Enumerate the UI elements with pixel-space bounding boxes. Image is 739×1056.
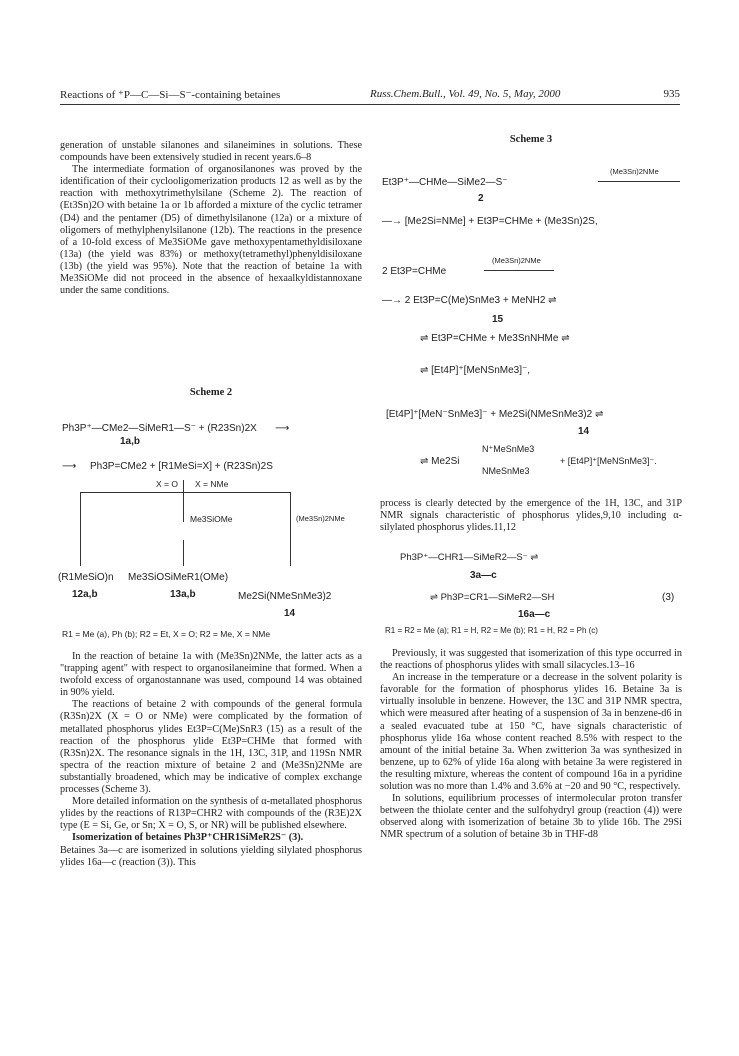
paragraph: Betaines 3a—c are isomerized in solutions yielding silylated phosphorus ylides 16a—c (reaction (3)). This: [60, 844, 362, 868]
reaction3-line: Ph3P⁺—CHR1—SiMeR2—S⁻ ⇌: [400, 552, 539, 563]
paragraph: In the reaction of betaine 1a with (Me3Sn)2NMe, the latter acts as a "trapping agent" with respect to organosilaneimine that formed. When a twofold excess of organostannane was used, compound 14 was obtained in 90% yield.: [60, 651, 362, 699]
scheme2-product: Me3SiOSiMeR1(OMe): [128, 572, 229, 583]
reaction3-label: 16a—c: [518, 609, 551, 620]
scheme2-product: (R1MeSiO)n: [58, 572, 114, 583]
scheme3-line: ⇌ [Et4P]⁺[MeNSnMe3]⁻,: [420, 365, 531, 376]
scheme3-line: —→ [Me2Si=NMe] + Et3P=CHMe + (Me3Sn)2S,: [382, 216, 598, 227]
scheme2-reagent: Me3SiOMe: [190, 514, 233, 524]
scheme2-title: Scheme 2: [189, 387, 233, 398]
scheme2-reagent: (Me3Sn)2NMe: [296, 514, 345, 523]
paragraph: generation of unstable silanones and silaneimines in solutions. These compounds have been extensively studied in recent years.6–8: [60, 140, 362, 164]
scheme2-reactant: Ph3P⁺—CMe2—SiMeR1—S⁻ + (R23Sn)2X: [62, 423, 257, 434]
paragraph: The intermediate formation of organosilanones was proved by the identification of their cyclooligomerization products 12 as well as by the reaction with methoxytrimethylsilane (Scheme 2). The reaction of (Et3Sn)2O with betaine 1a or 1b afforded a mixture of the cyclic tetramer (D4) and the pentamer (D5) of dimethylsilanone (12a) or a mixture of oligomers of methylphenylsilanone (12b). The reactions in the presence of a 10-fold excess of Me3SiOMe gave methoxypentamethyldisiloxane (13a) (the yield was 83%) or methoxy(tetramethyl)phenyldisiloxane (13b) (the yield was 95%). Note that the reaction of betaine 1a with Me3SiOMe did not proceed in the absence of hexaalkyldistannoxane under the same conditions.: [60, 164, 362, 297]
scheme3-line: ⇌ Et3P=CHMe + Me3SnNHMe ⇌: [420, 333, 570, 344]
scheme3-line: NMeSnMe3: [482, 466, 530, 476]
section-heading: Isomerization of betaines Ph3P⁺CHR1SiMeR2S⁻ (3).: [72, 832, 304, 844]
scheme3-line: [Et4P]⁺[MeN⁻SnMe3]⁻ + Me2Si(NMeSnMe3)2 ⇌: [386, 409, 604, 420]
scheme2-label: 1a,b: [120, 436, 141, 447]
branch-line: [80, 492, 81, 566]
reaction3-number: (3): [662, 592, 675, 603]
running-header: [60, 88, 680, 104]
paragraph: process is clearly detected by the emergence of the 1H, 13C, and 31P NMR signals characteristic of phosphorus ylides,9,10 including α-silylated phosphorus ylides.11,12: [380, 498, 682, 534]
scheme3-line: + [Et4P]⁺[MeNSnMe3]⁻.: [560, 456, 657, 466]
arrow: ⟶: [275, 423, 290, 434]
left-column-bottom: [60, 651, 362, 869]
scheme3-line: 2 Et3P=CHMe: [382, 266, 447, 277]
scheme2-legend: R1 = Me (a), Ph (b); R2 = Et, X = O; R2 = Me, X = NMe: [62, 629, 271, 639]
arrow: [598, 181, 680, 182]
arrow: [484, 270, 554, 271]
reaction3-label: 3a—c: [470, 570, 497, 581]
condition-x-o: X = O: [156, 479, 178, 489]
scheme3-label: 15: [492, 314, 504, 325]
paragraph: Previously, it was suggested that isomerization of this type occurred in the reactions of phosphorus ylides with small silacycles.13–16: [380, 648, 682, 672]
condition-x-nme: X = NMe: [195, 479, 229, 489]
scheme3-reagent: (Me3Sn)2NMe: [492, 256, 541, 265]
branch-line: [80, 492, 290, 493]
paragraph: The reactions of betaine 2 with compounds of the general formula (R3Sn)2X (X = O or NMe) were complicated by the formation of metallated phosphorus ylides Et3P=C(Me)SnR3 (15) as a result of the reaction of the phosphorus ylide Et3P=CHMe that formed with (R3Sn)2X. The resonance signals in the 1H, 13C, 31P, and 119Sn NMR spectra of the reaction mixture of betaine 2 and (Me3Sn)2NMe are substantially broadened, which may be indicative of complex exchange processes (Scheme 3).: [60, 699, 362, 796]
header-rule: [60, 104, 680, 105]
page-number: 935: [663, 88, 680, 100]
left-column-top: [60, 140, 362, 297]
scheme3-line: ⇌ Me2Si: [420, 456, 460, 467]
scheme3-line: —→ 2 Et3P=C(Me)SnMe3 + MeNH2 ⇌: [382, 295, 557, 306]
right-column-bottom: [380, 648, 682, 842]
branch-line: [183, 492, 184, 522]
reaction3-legend: R1 = R2 = Me (a); R1 = H, R2 = Me (b); R1 = H, R2 = Ph (c): [385, 626, 598, 635]
scheme2-label: 14: [284, 608, 296, 619]
header-title: Reactions of ⁺P—C—Si—S⁻-containing betaines: [60, 89, 281, 101]
scheme3-title: Scheme 3: [509, 134, 553, 145]
paragraph: An increase in the temperature or a decrease in the solvent polarity is favorable for the formation of phosphorus ylides 16. Betaine 3a is virtually insoluble in benzene. However, the 13C and 31P NMR spectra, which were measured after heating of a suspension of 3a in benzene-d6 in a sealed evacuated tube at 150 °C, have signals characteristic of phosphorus ylide 16a whose content reached 8.5% with respect to the amount of the initial betaine 3a. When zwitterion 3a was synthesized in benzene, up to 62% of ylide 16a along with betaine 3a were registered in the resulting mixture, whereas the content of compound 16a in a pyridine solution was no more than 1.4% and 3.6% at −20 and 90 °C, respectively.: [380, 672, 682, 793]
scheme2-products: Ph3P=CMe2 + [R1MeSi=X] + (R23Sn)2S: [90, 461, 273, 472]
scheme2-label: 13a,b: [170, 589, 196, 600]
scheme3-line: N⁺MeSnMe3: [482, 444, 535, 454]
scheme3-label: 2: [478, 193, 484, 204]
scheme3-line: Et3P⁺—CHMe—SiMe2—S⁻: [382, 177, 508, 188]
branch-line: [183, 480, 184, 492]
scheme2-label: 12a,b: [72, 589, 98, 600]
scheme3-label: 14: [578, 426, 590, 437]
reaction3-line: ⇌ Ph3P=CR1—SiMeR2—SH: [430, 592, 555, 603]
paragraph: In solutions, equilibrium processes of intermolecular proton transfer between the thiolate center and the sulfohydryl group (reaction (4)) were observed along with isomerization of betaine 3b to ylide 16b. The 29Si NMR spectrum of a solution of betaine 3b in THF-d8: [380, 793, 682, 841]
branch-line: [290, 492, 291, 566]
scheme2-product: Me2Si(NMeSnMe3)2: [238, 591, 332, 602]
right-column-mid: [380, 498, 682, 534]
arrow: ⟶: [62, 461, 77, 472]
paragraph: More detailed information on the synthesis of α-metallated phosphorus ylides by the reactions of R13P=CHR2 with compounds of the (R3E)2X type (E = Si, Ge, or Sn; X = O, S, or NR) will be published elsewhere.: [60, 796, 362, 832]
header-journal: Russ.Chem.Bull., Vol. 49, No. 5, May, 2000: [370, 88, 561, 100]
scheme3-reagent: (Me3Sn)2NMe: [610, 167, 659, 176]
branch-line: [183, 540, 184, 566]
